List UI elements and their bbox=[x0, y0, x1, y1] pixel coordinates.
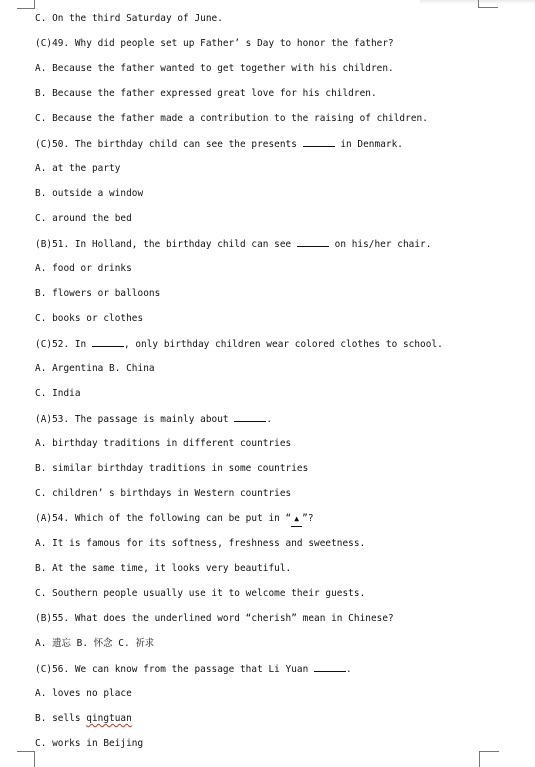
question-text: . bbox=[346, 664, 352, 675]
option-line: B. Because the father expressed great love for his children. bbox=[35, 88, 377, 99]
answer-blank bbox=[297, 237, 329, 247]
option-line: C. books or clothes bbox=[35, 313, 144, 324]
spellcheck-underlined-word: qingtuan bbox=[86, 713, 132, 724]
question-text: (B)51. In Holland, the birthday child can see bbox=[35, 239, 297, 250]
option-line: A. It is famous for its softness, freshness and sweetness. bbox=[35, 538, 366, 549]
option-line: B. flowers or balloons bbox=[35, 288, 161, 299]
question-text: in Denmark. bbox=[334, 139, 403, 150]
question-text: ”? bbox=[302, 513, 314, 524]
question-text: (C)56. We can know from the passage that Li Yuan bbox=[35, 664, 315, 675]
option-line: B. outside a window bbox=[35, 188, 144, 199]
option-line: B. similar birthday traditions in some countries bbox=[35, 463, 309, 474]
question-text: , only birthday children wear colored clothes to school. bbox=[123, 339, 443, 350]
option-line: B. At the same time, it looks very beautiful. bbox=[35, 563, 292, 574]
crop-mark-bottom-left bbox=[17, 751, 35, 752]
question-53 bbox=[35, 412, 515, 437]
triangle-icon: ▲ bbox=[291, 512, 302, 527]
option-line: A. loves no place bbox=[35, 688, 132, 699]
question-text: (C)52. In bbox=[35, 339, 92, 350]
question-text: . bbox=[266, 414, 273, 425]
question-text: (C)50. The birthday child can see the presents bbox=[35, 139, 303, 150]
option-line: A. at the party bbox=[35, 163, 121, 174]
option-line: A. birthday traditions in different countries bbox=[35, 438, 292, 449]
option-line: A. food or drinks bbox=[35, 263, 132, 274]
question-56 bbox=[35, 662, 515, 687]
option-line: C. Southern people usually use it to welcome their guests. bbox=[35, 588, 366, 599]
answer-blank bbox=[92, 337, 124, 347]
document-text-body bbox=[35, 12, 515, 762]
question-text: (A)53. The passage is mainly about bbox=[35, 414, 235, 425]
question-text: on his/her chair. bbox=[328, 239, 432, 250]
question-52 bbox=[35, 337, 515, 362]
option-line: C. around the bed bbox=[35, 213, 132, 224]
option-text: B. sells bbox=[35, 713, 87, 724]
question-55: (B)55. What does the underlined word “cherish” mean in Chinese? bbox=[35, 613, 394, 624]
option-line: C. works in Beijing bbox=[35, 738, 144, 749]
answer-blank bbox=[314, 662, 346, 672]
option-line: A. Because the father wanted to get together with his children. bbox=[35, 63, 394, 74]
option-line: C. Because the father made a contribution to the raising of children. bbox=[35, 113, 428, 124]
option-line: A. Argentina B. China bbox=[35, 363, 155, 374]
question-text: (A)54. Which of the following can be put in “ bbox=[35, 513, 292, 524]
answer-blank bbox=[234, 412, 266, 422]
crop-mark-top-left-vertical bbox=[34, 0, 35, 9]
option-line: C. children’ s birthdays in Western countries bbox=[35, 488, 292, 499]
text-line: C. On the third Saturday of June. bbox=[35, 13, 223, 24]
option-line bbox=[35, 712, 515, 737]
question-54 bbox=[35, 512, 515, 537]
question-49: (C)49. Why did people set up Father’ s Day to honor the father? bbox=[35, 38, 394, 49]
option-line: C. India bbox=[35, 388, 81, 399]
crop-mark-top-right-vertical bbox=[478, 0, 479, 8]
crop-mark-top-left bbox=[17, 8, 35, 9]
question-50 bbox=[35, 137, 515, 162]
question-51 bbox=[35, 237, 515, 262]
answer-blank bbox=[303, 137, 335, 147]
crop-mark-top-right bbox=[478, 7, 498, 8]
option-line: A. 遗忘 B. 怀念 C. 祈求 bbox=[35, 638, 155, 649]
